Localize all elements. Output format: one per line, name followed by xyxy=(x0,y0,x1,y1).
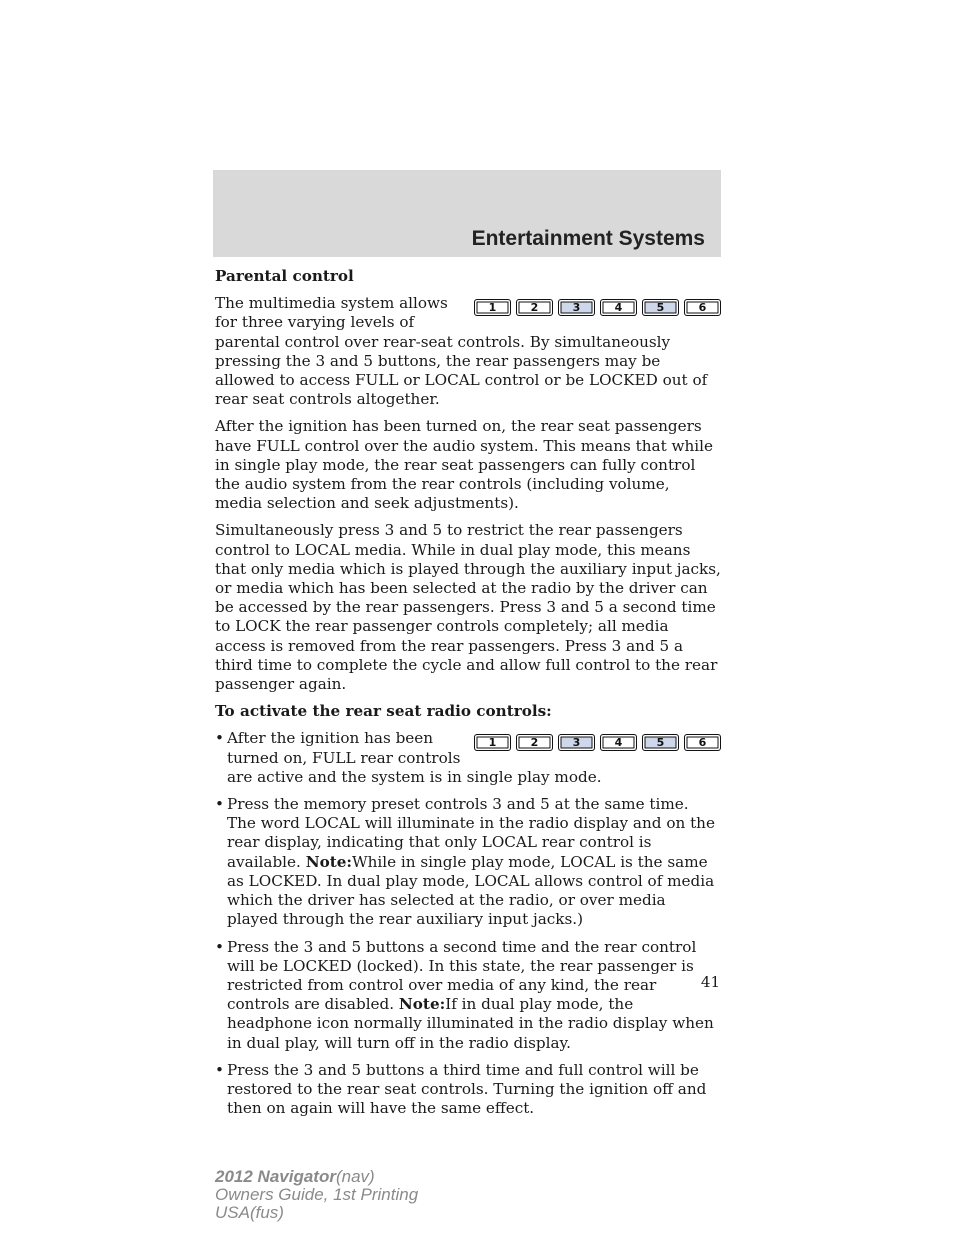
preset-button-2: 2 xyxy=(516,734,553,751)
step-text: Press the 3 and 5 buttons a second time and the rear control will be LOCKED (locked). In this state, the rear passenger is restricted from control over media of any kind, the rear controls are disabled. xyxy=(227,937,697,1014)
list-item xyxy=(215,938,721,1053)
preset-button-3: 3 xyxy=(558,734,595,751)
step-text: Press the memory preset controls 3 and 5 at the same time. The word LOCAL will illuminate in the radio display and on the rear display, indicating that only LOCAL rear control is available. xyxy=(227,795,715,871)
document-footer xyxy=(215,1168,418,1222)
list-item xyxy=(215,795,721,929)
preset-button-5: 5 xyxy=(642,299,679,316)
bullet-marker: • xyxy=(215,937,224,956)
preset-button-5: 5 xyxy=(642,734,679,751)
step-text: After the ignition has been turned on, FULL rear controls are active and the system is in single play mode. xyxy=(227,729,602,786)
note-label: Note: xyxy=(398,995,446,1014)
section-header xyxy=(213,170,721,257)
preset-button-4: 4 xyxy=(600,734,637,751)
local-control-paragraph: Simultaneously press 3 and 5 to restrict the rear passengers control to LOCAL media. While in dual play mode, this means that only media which is played through the auxiliary input jacks, or media which has been selected at the radio by the driver can be accessed by the rear passengers. Press 3 and 5 a second time to LOCK the rear passenger controls completely; all media access is removed from the rear passengers. Press 3 and 5 a third time to complete the cycle and allow full control to the rear passenger again. xyxy=(215,521,721,694)
footer-market: USA xyxy=(215,1203,250,1222)
preset-button-2: 2 xyxy=(516,299,553,316)
list-item xyxy=(215,1061,721,1119)
footer-edition: Owners Guide, 1st Printing xyxy=(215,1185,419,1204)
section-title: Entertainment Systems xyxy=(471,227,705,250)
page-content xyxy=(215,267,721,1126)
preset-button-6: 6 xyxy=(684,734,721,751)
list-item xyxy=(215,729,721,787)
step-text: Press the 3 and 5 buttons a third time and full control will be restored to the rear seat controls. Turning the ignition off and then on again will have the same effect. xyxy=(227,1060,707,1118)
parental-intro-paragraph: The multimedia system allows for three varying levels of parental control over rear-seat controls. By simultaneously pressing the 3 and 5 buttons, the rear passengers may be allowed to access FULL or LOCAL control or be LOCKED out of rear seat controls altogether. xyxy=(215,294,708,409)
full-control-paragraph: After the ignition has been turned on, the rear seat passengers have FULL control over the audio system. This means that while in single play mode, the rear seat passengers can fully control the audio system from the rear controls (including volume, media selection and seek adjustments). xyxy=(215,417,713,513)
bullet-marker: • xyxy=(215,729,224,748)
footer-market-code: (fus) xyxy=(249,1203,284,1222)
activate-steps-list xyxy=(215,729,721,1118)
bullet-marker: • xyxy=(215,1060,224,1079)
footer-model-code: (nav) xyxy=(335,1167,375,1186)
note-label: Note: xyxy=(305,852,352,871)
preset-buttons-figure-1 xyxy=(474,299,721,316)
preset-button-4: 4 xyxy=(600,299,637,316)
preset-button-1: 1 xyxy=(474,299,511,316)
parental-control-heading: Parental control xyxy=(215,267,354,285)
note-text: While in single play mode, LOCAL is the same as LOCKED. In dual play mode, LOCAL allows control of media which the driver has selected at the radio, or over media played through the rear auxiliary input jacks.) xyxy=(227,852,715,929)
preset-button-3: 3 xyxy=(558,299,595,316)
page-number: 41 xyxy=(700,973,720,991)
preset-button-6: 6 xyxy=(684,299,721,316)
activate-heading: To activate the rear seat radio controls: xyxy=(215,702,552,721)
note-text: If in dual play mode, the headphone icon normally illuminated in the radio display when in dual play, will turn off in the radio display. xyxy=(227,995,714,1052)
preset-button-1: 1 xyxy=(474,734,511,751)
bullet-marker: • xyxy=(215,795,224,814)
footer-model: 2012 Navigator xyxy=(215,1167,336,1186)
preset-buttons-figure-2 xyxy=(474,734,721,751)
